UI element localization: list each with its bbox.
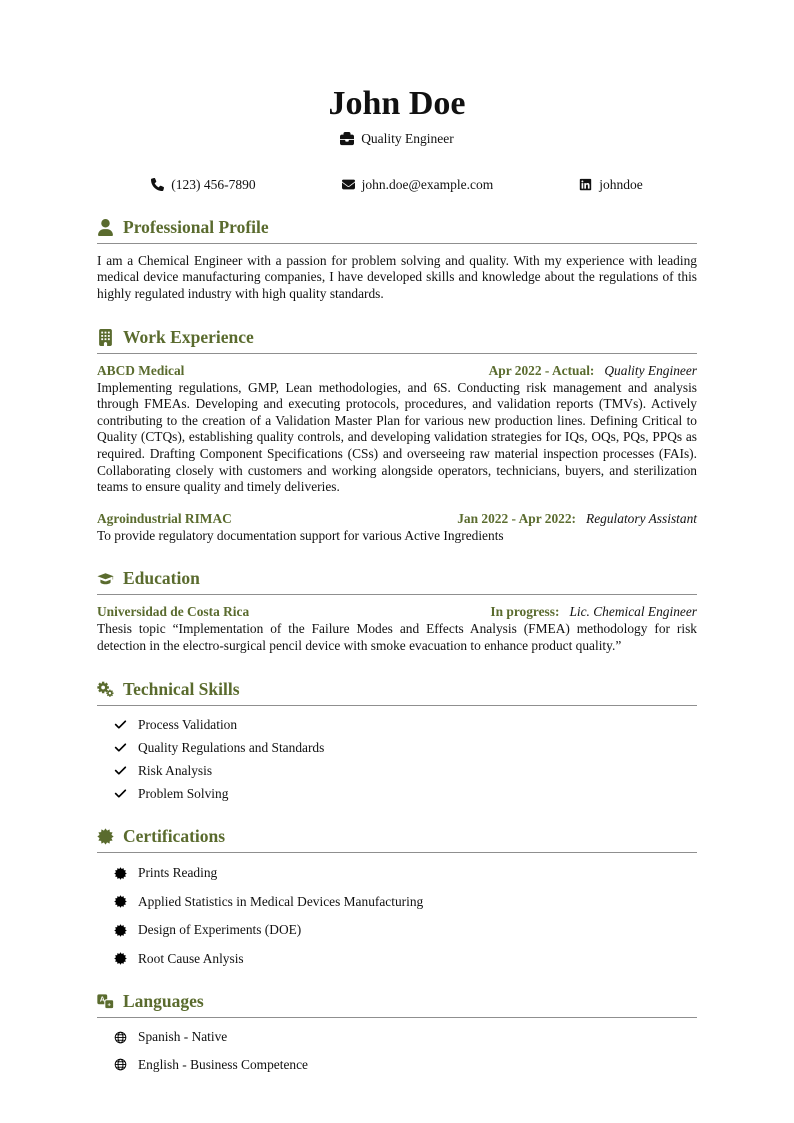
experience-entry	[97, 363, 697, 496]
building-icon	[97, 329, 114, 346]
phone-link[interactable]	[151, 177, 255, 193]
check-icon	[114, 764, 127, 777]
skills-list	[97, 717, 697, 802]
experience-entry	[97, 511, 697, 545]
section-professional-profile	[97, 217, 697, 303]
entry-description: Implementing regulations, GMP, Lean methodologies, and 6S. Conducting risk management and analysis through FMEAs. Developing and executing protocols, procedures, and validation reports (TMVs). Actively contributing to the creation of a Validation Master Plan for various new production lines. Defining Critical to Quality (CTQs), establishing quality controls, and developing validation strategies for IQs, OQs, PQs, PPQs as required. Drafting Component Specifications (CSs) and overseeing raw material inspection processes (FAIs). Collaborating closely with customers and working alongside operators, technicians, buyers, and sterilization teams to ensure quality and timely deliveries.	[97, 379, 697, 495]
graduation-cap-icon	[97, 570, 114, 587]
briefcase-icon	[340, 132, 354, 146]
certification-label: Prints Reading	[138, 865, 218, 881]
language-item	[114, 1057, 697, 1073]
certification-item	[114, 865, 697, 881]
entry-description: To provide regulatory documentation support for various Active Ingredients	[97, 527, 504, 543]
entry-dates: In progress:	[490, 604, 560, 620]
person-name: John Doe	[328, 85, 466, 122]
resume-header	[97, 86, 697, 193]
certification-item	[114, 922, 697, 938]
globe-icon	[114, 1058, 127, 1071]
school-name: Universidad de Costa Rica	[97, 604, 250, 620]
certification-label: Root Cause Anlysis	[138, 950, 244, 966]
entry-role: Regulatory Assistant	[586, 510, 697, 526]
section-title: Technical Skills	[123, 678, 240, 699]
linkedin-link[interactable]	[579, 177, 643, 193]
seal-icon	[114, 867, 127, 880]
section-heading-skills	[97, 679, 697, 706]
experience-entry-header	[97, 363, 697, 379]
section-certifications	[97, 826, 697, 967]
section-title: Professional Profile	[123, 216, 269, 237]
skill-item	[114, 717, 697, 733]
linkedin-icon	[579, 178, 592, 191]
section-heading-certifications	[97, 826, 697, 853]
section-education	[97, 568, 697, 654]
skill-item	[114, 786, 697, 802]
section-heading-profile	[97, 217, 697, 244]
check-icon	[114, 741, 127, 754]
certifications-list	[97, 865, 697, 967]
language-label: English - Business Competence	[138, 1056, 308, 1072]
profile-text: I am a Chemical Engineer with a passion for problem solving and quality. With my experience with leading medical device manufacturing companies, I have developed skills and knowledge about the regulations of this highly regulated industry with high quality standards.	[97, 252, 697, 301]
education-entry-header	[97, 604, 697, 620]
seal-icon	[114, 895, 127, 908]
section-title: Work Experience	[123, 326, 254, 347]
experience-entry-header	[97, 511, 697, 527]
degree-name: Lic. Chemical Engineer	[569, 604, 697, 620]
section-heading-experience	[97, 327, 697, 354]
language-item	[114, 1029, 697, 1045]
certification-item	[114, 951, 697, 967]
entry-role: Quality Engineer	[604, 362, 697, 378]
check-icon	[114, 718, 127, 731]
skill-label: Risk Analysis	[138, 762, 213, 778]
contact-row	[97, 177, 697, 193]
section-title: Languages	[123, 990, 204, 1011]
user-icon	[97, 219, 114, 236]
education-entry	[97, 604, 697, 654]
phone-number: (123) 456-7890	[171, 176, 256, 192]
certification-item	[114, 894, 697, 910]
check-icon	[114, 787, 127, 800]
thesis-description: Thesis topic “Implementation of the Failure Modes and Effects Analysis (FMEA) methodology for risk detection in the electro-surgical pencil device with smoke evacuation to enhance product quality.”	[97, 621, 697, 653]
section-heading-education	[97, 568, 697, 595]
entry-dates: Jan 2022 - Apr 2022:	[457, 510, 577, 526]
skill-label: Problem Solving	[138, 785, 229, 801]
skill-item	[114, 763, 697, 779]
job-title-line	[97, 131, 697, 147]
linkedin-handle: johndoe	[599, 176, 643, 192]
section-title: Education	[123, 568, 200, 589]
seal-icon	[114, 952, 127, 965]
certification-label: Design of Experiments (DOE)	[138, 922, 302, 938]
section-languages	[97, 991, 697, 1073]
phone-icon	[151, 178, 164, 191]
email-link[interactable]	[342, 177, 494, 193]
certification-label: Applied Statistics in Medical Devices Manufacturing	[138, 893, 424, 909]
section-title: Certifications	[123, 825, 226, 846]
skill-label: Process Validation	[138, 716, 238, 732]
translate-icon	[97, 993, 114, 1010]
envelope-icon	[342, 178, 355, 191]
section-technical-skills	[97, 679, 697, 802]
section-heading-languages	[97, 991, 697, 1018]
seal-icon	[97, 828, 114, 845]
company-name: ABCD Medical	[97, 362, 185, 378]
job-title: Quality Engineer	[361, 130, 454, 146]
email-address: john.doe@example.com	[361, 176, 494, 192]
globe-icon	[114, 1031, 127, 1044]
skill-item	[114, 740, 697, 756]
seal-icon	[114, 924, 127, 937]
entry-dates: Apr 2022 - Actual:	[488, 362, 595, 378]
company-name: Agroindustrial RIMAC	[97, 510, 232, 526]
skill-label: Quality Regulations and Standards	[138, 739, 325, 755]
language-label: Spanish - Native	[138, 1029, 228, 1045]
languages-list	[97, 1029, 697, 1073]
section-work-experience	[97, 327, 697, 545]
gears-icon	[97, 681, 114, 698]
